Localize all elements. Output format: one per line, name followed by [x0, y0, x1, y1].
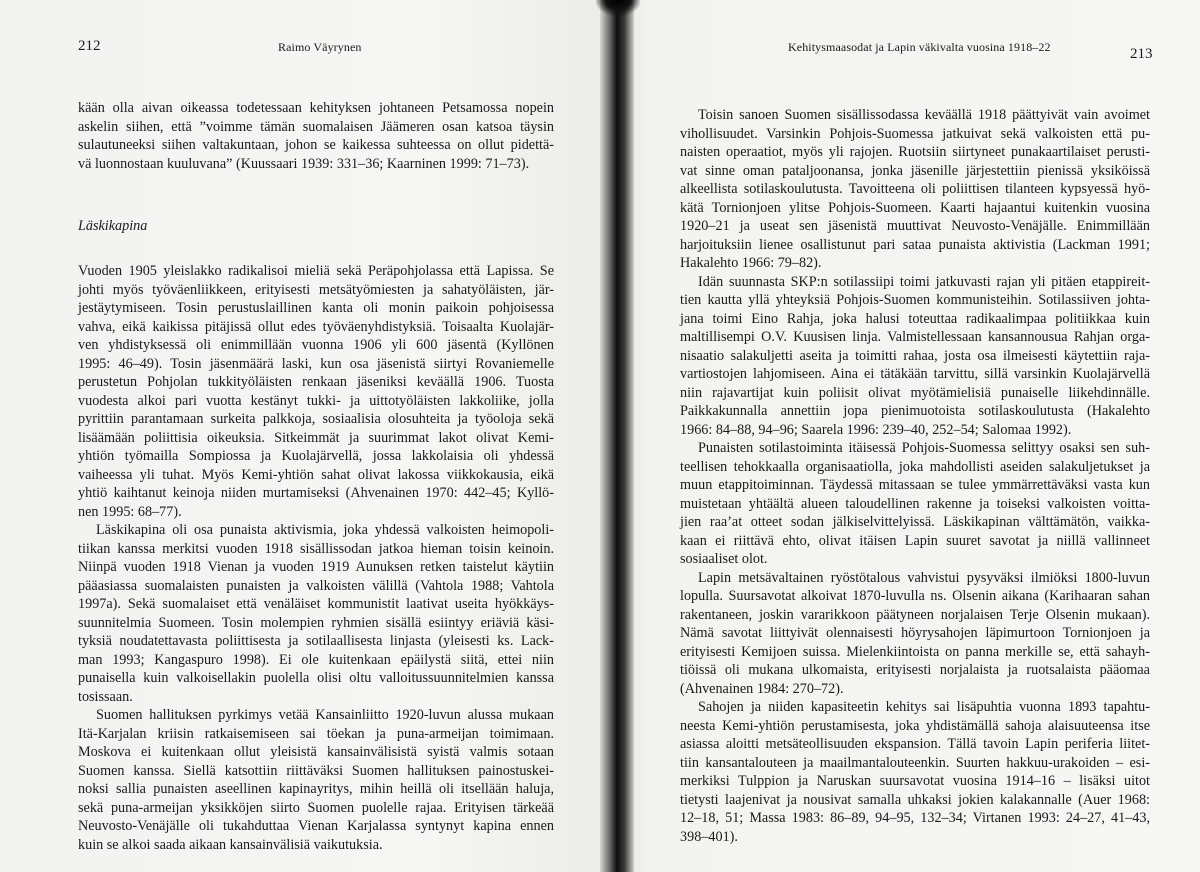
text-line: Sahojen ja niiden kapasiteetin kehitys sai lisäpuhtia vuonna 1893 tapahtu-	[698, 699, 1150, 715]
text-line: johti myös työväenliikkeen, erityisesti metsätyömiesten ja sahatyöläisten, jär-	[78, 281, 554, 298]
left-page-number: 212	[78, 38, 101, 54]
text-line: Neuvosto-Venäjälle oli tukahduttaa Vienan Karjalassa syntynyt kapina ennen	[78, 818, 554, 834]
text-line: Hakalehto 1966: 79–82).	[680, 255, 822, 271]
text-line: Suomen hallituksen pyrkimys vetää Kansainliitto 1920-luvun alussa mukaan	[96, 707, 554, 723]
right-text-block	[680, 106, 1150, 846]
text-line: Nämä savotat liittyivät olennaisesti höyrysahojen läpimurtoon Tornionjoen ja	[680, 625, 1150, 641]
text-line: naisten operaatiot, myös yli rajojen. Ruotsiin siirtyneet punakaartilaiset perusti-	[680, 144, 1150, 160]
text-line: rakentaneen, joskin vararikkoon päätyneen norjalaisen Terje Olsenin mukaan).	[680, 606, 1150, 623]
section-heading: Läskikapina	[78, 218, 148, 234]
text-line: jien raa’at otteet sodan jälkiselvittelyissä. Läskikapinan välttämätön, vaikka-	[680, 514, 1150, 530]
text-line: merkiksi Tulppion ja Naruskan suursavotat vuosina 1914–16 – lisäksi uitot	[680, 773, 1150, 789]
text-line: Paikkakunnalla annettiin jopa pienimuotoista sotilaskoulutusta (Hakalehto	[680, 403, 1150, 419]
text-line: muun etappitoiminnan. Täydessä mitassaan se tulee ymmärrettäväksi vasta kun	[680, 477, 1150, 493]
text-line: perustetun Pohjolan tukkityöläisten renkaan jäseniksi keväällä 1906. Tuosta	[78, 374, 554, 390]
text-line: Toisin sanoen Suomen sisällissodassa keväällä 1918 päättyivät vain avoimet	[698, 107, 1150, 123]
right-running-head: Kehitysmaasodat ja Lapin väkivalta vuosina 1918–22	[788, 40, 1051, 54]
text-line: 12–18, 51; Massa 1983: 86–89, 94–95, 132–34; Virtanen 1993: 24–27, 41–43,	[680, 810, 1150, 826]
text-line: man 1993; Kangaspuro 1998). Ei ole kuitenkaan epäilystä siitä, ettei niin	[78, 651, 554, 668]
text-line: lisäämään poliittisia oikeuksia. Sitkeimmät ja suurimmat lakot olivat Kemi-	[78, 429, 554, 446]
text-line: (Ahvenainen 1984: 270–72).	[680, 680, 844, 697]
text-line: ven yhdistyksessä oli enimmillään vuonna 1906 yli 600 jäsentä (Kyllönen	[78, 337, 554, 353]
text-line: 1966: 84–88, 94–96; Saarela 1996: 239–40, 252–54; Salomaa 1992).	[680, 421, 1072, 438]
text-line: Läskikapina oli osa punaista aktivismia, joka yhdessä valkoisten heimopoli-	[96, 522, 554, 538]
text-line: vihollisuudet. Varsinkin Pohjois-Suomessa jatkuivat sekä valkoisten että pu-	[680, 125, 1150, 142]
text-line: muistetaan yhtäältä alueen taloudellinen rakenne ja toiseksi valkoisten voitta-	[680, 495, 1150, 512]
left-paragraph-1	[78, 99, 554, 173]
gutter-shadow	[596, 0, 640, 16]
text-line: tyksiä noudatettavasta poliittisesta ja sotilaallisesta linjasta (yleisesti ks. Lack-	[78, 633, 554, 649]
text-line: askelin siihen, että ”voimme tämän suomalaisen Jäämeren osan katsoa täysin	[78, 118, 554, 135]
text-line: vaiheessa yli tuhat. Myös Kemi-yhtiön sahat olivat lakossa viikkokausia, eikä	[78, 466, 554, 483]
text-line: Lapin metsävaltainen ryöstötalous vahvistui pysyväksi ilmiöksi 1800-luvun	[698, 569, 1150, 586]
text-line: tietysti laajenivat ja nousivat samalla uhkaksi jokien kalakannalle (Auer 1968:	[680, 791, 1150, 808]
text-line: maltillisempi O.V. Kuusisen linja. Valmistellessaan kansannousua Rahjan orga-	[680, 329, 1150, 345]
text-line: noksi sallia punaisten aseellinen kapinayritys, mihin heillä oli itsellään haluja,	[78, 781, 554, 797]
text-line: sulautuneeksi siihen valtakuntaan, johon se kaikessa suhteessa on ollut pidettä-	[78, 137, 554, 153]
text-line: Moskova ei kuitenkaan ollut yleisistä kansainvälisistä syistä valmis sotaan	[78, 744, 554, 760]
text-line: niin rajavartijat kuin poliisit olivat myötämielisiä punaiselle liikehdinnälle.	[680, 384, 1150, 401]
text-line: vuodesta alkoi pari vuotta kestänyt tukki- ja uittotyöläisten lakkoliike, jolla	[78, 392, 554, 409]
text-line: asiassa aloitti metsäteollisuuden ekspansion. Tällä tavoin Lapin periferia liitet-	[680, 736, 1150, 752]
text-line: suunnitelmia Suomeen. Tosin molempien ryhmien sisällä esiintyy eriäviä käsi-	[78, 614, 554, 631]
text-line: Punaisten sotilastoiminta itäisessä Pohjois-Suomessa selittyy osaksi sen suh-	[698, 440, 1150, 456]
text-line: tien kautta yllä yhteyksiä Pohjois-Suomen kommunisteihin. Sotilassiiven johta-	[680, 292, 1150, 308]
text-line: Vuoden 1905 yleislakko radikalisoi mieliä sekä Peräpohjolassa että Lapissa. Se	[78, 263, 554, 279]
text-line: Itä-Karjalan kriisin ratkaisemiseen sai töekan ja puna-armeijan toimimaan.	[78, 725, 554, 742]
text-line: teellisen tehokkaalla organisaatiolla, joka mahdollisti aseiden salakuljetukset ja	[680, 458, 1150, 475]
text-line: jestäytymiseen. Tosin perustuslaillinen kanta oli monin paikoin pohjoisessa	[78, 300, 554, 316]
text-line: 1995: 46–49). Tosin jäsenmäärä laski, kun osa jäsenistä siirtyi Rovaniemelle	[78, 355, 554, 372]
text-line: tiin kansantalouteen ja maailmantalouteenkin. Suurten hakkuu-urakoiden – esi-	[680, 754, 1150, 771]
text-line: punaisella kuin valkoisellakin puolella olisi oltu valloitussuunnitelmien kanssa	[78, 670, 554, 686]
text-line: alkeellista sotilaskoulutusta. Tavoitteena oli poliittisen tilanteen kypsyessä hyö-	[680, 181, 1150, 197]
text-line: nisaatio salakuljetti aseita ja toimitti rahaa, josta osa ilmeisesti käytettiin raja-	[680, 347, 1150, 364]
text-line: Idän suunnasta SKP:n sotilassiipi toimi jatkuvasti rajan yli pitäen etappireit-	[698, 273, 1150, 290]
text-line: tiikan kanssa merkitsi vuoden 1918 sisällissodan jatkoa hieman toisin keinoin.	[78, 540, 554, 557]
right-page-number: 213	[1130, 46, 1153, 62]
left-running-head: Raimo Väyrynen	[278, 40, 362, 54]
text-line: yhtiö kaihtanut keinoja niiden murtamiseksi (Ahvenainen 1970: 442–45; Kyllö-	[78, 485, 554, 501]
book-gutter	[600, 0, 634, 872]
text-line: kuin se alkoi saada aikaan kansainvälisiä vaikutuksia.	[78, 836, 383, 853]
text-line: nen 1995: 68–77).	[78, 503, 182, 520]
text-line: 398–401).	[680, 828, 738, 845]
text-line: lopulla. Suursavotat alkoivat 1870-luvulla ns. Olsenin aikana (Karihaaran sahan	[680, 588, 1150, 604]
text-line: pääasiassa suomalaisten punaisten ja valkoisten välillä (Vahtola 1988; Vahtola	[78, 577, 554, 594]
text-line: tiöissä oli mukana ulkomaista, erityisesti norjalaista ja ruotsalaista pääomaa	[680, 662, 1150, 678]
text-line: kään olla aivan oikeassa todetessaan kehityksen johtaneen Petsamossa nopein	[78, 100, 554, 116]
text-line: kaan ei riittävä ehto, olivat itäisen Lapin suuret savotat ja niillä vallinneet	[680, 532, 1150, 549]
text-line: neesta Kemi-yhtiön perustamisesta, joka yhdistämällä sahoja alaisuuteensa itse	[680, 717, 1150, 734]
text-line: tosissaan.	[78, 688, 133, 705]
text-line: vä luonnostaan kuuluvana” (Kuussaari 1939: 331–36; Kaarninen 1999: 71–73).	[78, 155, 530, 172]
text-line: sosiaaliset olot.	[680, 551, 768, 567]
text-line: pyrittiin parantamaan surkeita palkkoja, sosiaalisia olosuhteita ja työoloja sekä	[78, 411, 554, 427]
text-line: kätä Tornionjoen ylitse Pohjois-Suomeen. Kaarti hajaantui kuitenkin vuosina	[680, 199, 1150, 216]
text-line: harjoituksiin lienee osallistunut pari sataa punaista aktivistia (Lackman 1991;	[680, 236, 1150, 253]
text-line: 1997a). Sekä suomalaiset että venäläiset kommunistit laativat useita hyökkäys-	[78, 596, 554, 612]
text-line: Suomen kanssa. Siellä katsottiin riittäväksi Suomen hallituksen painostuskei-	[78, 762, 554, 779]
right-page	[612, 0, 1200, 872]
text-line: vartiostojen lahjomiseen. Aina ei tätäkään tarvittu, sillä varsinkin Kuolajärvellä	[680, 366, 1150, 382]
left-paragraph-2	[78, 262, 554, 854]
text-line: 1920–21 ja useat sen jäsenistä muuttivat Neuvosto-Venäjälle. Enimmillään	[680, 218, 1150, 234]
text-line: vahva, eikä kaikissa pitäjissä ollut edes työväenyhdistyksiä. Toisaalta Kuolajär-	[78, 318, 554, 335]
text-line: erityisesti Kemijoen suissa. Mielenkiintoista on panna merkille se, että sahayh-	[680, 643, 1150, 660]
text-line: jana toimi Eino Rahja, joka halusi toteuttaa radikaalimpaa politiikkaa kuin	[680, 310, 1150, 327]
text-line: vat sinne oman pataljoonansa, jonka jäsenille järjestettiin pienissä yksiköissä	[680, 162, 1150, 179]
text-line: sekä puna-armeijan yksikköjen siirto Suomen puolelle rajaa. Erityisen tärkeää	[78, 799, 554, 816]
text-line: yhtiön työmailla Sompiossa ja Kuolajärvellä, jossa lakkolaisia oli yhdessä	[78, 448, 554, 464]
text-line: Niinpä vuoden 1918 Vienan ja vuoden 1919 Aunuksen retken taistelut käytiin	[78, 559, 554, 575]
